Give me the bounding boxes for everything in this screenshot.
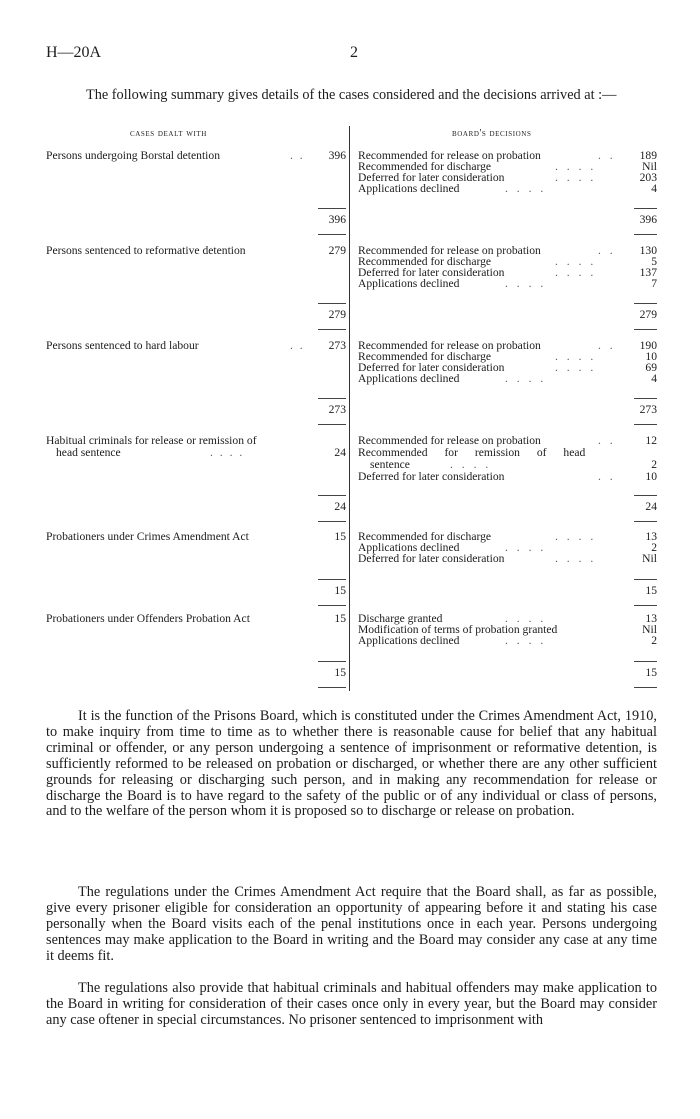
decision-text: Recommended for release on probation [358, 434, 541, 447]
leader-dots: . . . . [505, 612, 547, 625]
case-count: 15 [334, 612, 346, 625]
case-label: Habitual criminals for release or remission of [46, 434, 257, 447]
decision-text: Deferred for later consideration [358, 361, 505, 374]
total-rule [318, 234, 346, 235]
body-paragraph-regulations: The regulations under the Crimes Amendment Act require that the Board shall, as far as possible, give every prisoner eligible for consideration an opportunity of appearing before it and stating his case personally when the Board visits each of the penal institutions once in each year. Persons undergoing sentences may make application to the Board in writing and the Board may consider any case at any time it deems fit. [46, 884, 657, 964]
decision-text: Modification of terms of probation granted [358, 623, 558, 636]
decision-text: Recommended for release on probation [358, 244, 541, 257]
case-count: 396 [328, 149, 346, 162]
decision-text: Recommended for release on probation [358, 339, 541, 352]
sum-rule [634, 208, 657, 209]
decision-value: 2 [651, 634, 657, 647]
decision-value: 10 [645, 470, 657, 483]
sum-rule [318, 303, 346, 304]
total-rule [318, 521, 346, 522]
leader-dots: . . . . [505, 277, 547, 290]
case-total: 396 [328, 213, 346, 226]
leader-dots: . . . . [450, 458, 492, 471]
case-label: Probationers under Offenders Probation Act [46, 612, 250, 625]
decision-value: 190 [639, 339, 657, 352]
leader-dots: . . [290, 149, 305, 162]
body-paragraph-habitual: The regulations also provide that habitual criminals and habitual offenders may make application to the Board in writing for consideration of their cases once only in every year, but the Board may consider any case oftener in special circumstances. No prisoner sentenced to imprisonment with [46, 980, 657, 1028]
decision-value: 13 [645, 530, 657, 543]
sum-rule [318, 208, 346, 209]
decision-total: 24 [645, 500, 657, 513]
case-label: Persons sentenced to hard labour [46, 339, 199, 352]
decision-text: Applications declined [358, 182, 460, 195]
decision-text: Recommended for discharge [358, 530, 492, 543]
case-total: 273 [328, 403, 346, 416]
decision-value: 4 [651, 182, 657, 195]
decision-value: 203 [639, 171, 657, 184]
case-total: 15 [334, 584, 346, 597]
body-paragraph-function: It is the function of the Prisons Board, which is constituted under the Crimes Amendment Act, 1910, to make inquiry from time to time as to whether there is reasonable cause for belief that any habitual criminal or offender, or any person undergoing a sentence of imprisonment or reformative detention, is sufficiently reformed to be released on probation or discharged, or whether there are any other sufficient grounds for releasing or discharging such person, and in making any recommendation for release or discharge the Board is to have regard to the safety of the public or of any individual or class of persons, and to the welfare of the person whom it is proposed so to discharge or release on probation. [46, 708, 657, 820]
total-rule [634, 521, 657, 522]
decision-text: Deferred for later consideration [358, 552, 505, 565]
leader-dots: . . [290, 339, 305, 352]
decision-text: Discharge granted [358, 612, 443, 625]
case-label: Persons sentenced to reformative detention [46, 244, 246, 257]
decision-value: 7 [651, 277, 657, 290]
decision-total: 279 [639, 308, 657, 321]
decision-value: 10 [645, 350, 657, 363]
sum-rule [634, 579, 657, 580]
intro-paragraph: The following summary gives details of the cases considered and the decisions arrived at :— [86, 87, 617, 103]
leader-dots: . . [598, 339, 616, 352]
case-label: Probationers under Crimes Amendment Act [46, 530, 249, 543]
case-label-continued: head sentence [56, 446, 121, 459]
leader-dots: . . . . [555, 530, 597, 543]
sum-rule [634, 303, 657, 304]
page-number: 2 [350, 44, 358, 61]
decision-text: Applications declined [358, 541, 460, 554]
decision-value: Nil [642, 552, 657, 565]
decision-total: 15 [645, 666, 657, 679]
leader-dots: . . [598, 149, 616, 162]
leader-dots: . . . . [555, 350, 597, 363]
sum-rule [634, 661, 657, 662]
decision-text: Deferred for later consideration [358, 470, 505, 483]
decision-total: 396 [639, 213, 657, 226]
sum-rule [318, 579, 346, 580]
leader-dots: . . . . [555, 255, 597, 268]
decision-text: Applications declined [358, 277, 460, 290]
decision-text: Applications declined [358, 634, 460, 647]
decision-value: 137 [639, 266, 657, 279]
decision-text: Recommended for release on probation [358, 149, 541, 162]
decision-text: Recommended for discharge [358, 160, 492, 173]
leader-dots: . . . . [555, 160, 597, 173]
decision-total: 273 [639, 403, 657, 416]
decision-value: Nil [642, 623, 657, 636]
leader-dots: . . . . [210, 446, 245, 459]
leader-dots: . . . . [555, 266, 597, 279]
leader-dots: . . . . [505, 541, 547, 554]
sum-rule [318, 495, 346, 496]
decision-value: 189 [639, 149, 657, 162]
decision-text: Recommended for remission of head [358, 446, 586, 459]
decision-total: 15 [645, 584, 657, 597]
decision-text: Applications declined [358, 372, 460, 385]
decision-value: 2 [651, 458, 657, 471]
decision-text: Recommended for discharge [358, 350, 492, 363]
sum-rule [318, 661, 346, 662]
leader-dots: . . . . [555, 171, 597, 184]
decision-value: 130 [639, 244, 657, 257]
decision-text: Deferred for later consideration [358, 266, 505, 279]
total-rule [318, 329, 346, 330]
decision-value: 5 [651, 255, 657, 268]
case-total: 279 [328, 308, 346, 321]
total-rule [318, 605, 346, 606]
decision-text: Recommended for discharge [358, 255, 492, 268]
case-count: 15 [334, 530, 346, 543]
decision-value: 2 [651, 541, 657, 554]
total-rule [634, 605, 657, 606]
leader-dots: . . [598, 470, 616, 483]
case-count: 24 [334, 446, 346, 459]
total-rule [318, 687, 346, 688]
leader-dots: . . . . [555, 552, 597, 565]
total-rule [318, 424, 346, 425]
document-reference: H—20A [46, 44, 102, 61]
cases-column-heading: cases dealt with [130, 128, 207, 139]
decision-value: 69 [645, 361, 657, 374]
decision-value: 4 [651, 372, 657, 385]
decision-text-continued: sentence [370, 458, 410, 471]
case-label: Persons undergoing Borstal detention [46, 149, 220, 162]
decision-value: 13 [645, 612, 657, 625]
case-total: 15 [334, 666, 346, 679]
total-rule [634, 329, 657, 330]
decision-text: Deferred for later consideration [358, 171, 505, 184]
decision-value: Nil [642, 160, 657, 173]
case-total: 24 [334, 500, 346, 513]
leader-dots: . . [598, 434, 616, 447]
column-divider [349, 126, 350, 691]
decisions-column-heading: board's decisions [452, 128, 532, 139]
decision-value: 12 [645, 434, 657, 447]
sum-rule [634, 398, 657, 399]
total-rule [634, 234, 657, 235]
leader-dots: . . . . [505, 634, 547, 647]
sum-rule [318, 398, 346, 399]
case-count: 273 [328, 339, 346, 352]
leader-dots: . . . . [555, 361, 597, 374]
total-rule [634, 424, 657, 425]
leader-dots: . . . . [505, 182, 547, 195]
leader-dots: . . [598, 244, 616, 257]
leader-dots: . . . . [505, 372, 547, 385]
sum-rule [634, 495, 657, 496]
total-rule [634, 687, 657, 688]
case-count: 279 [328, 244, 346, 257]
